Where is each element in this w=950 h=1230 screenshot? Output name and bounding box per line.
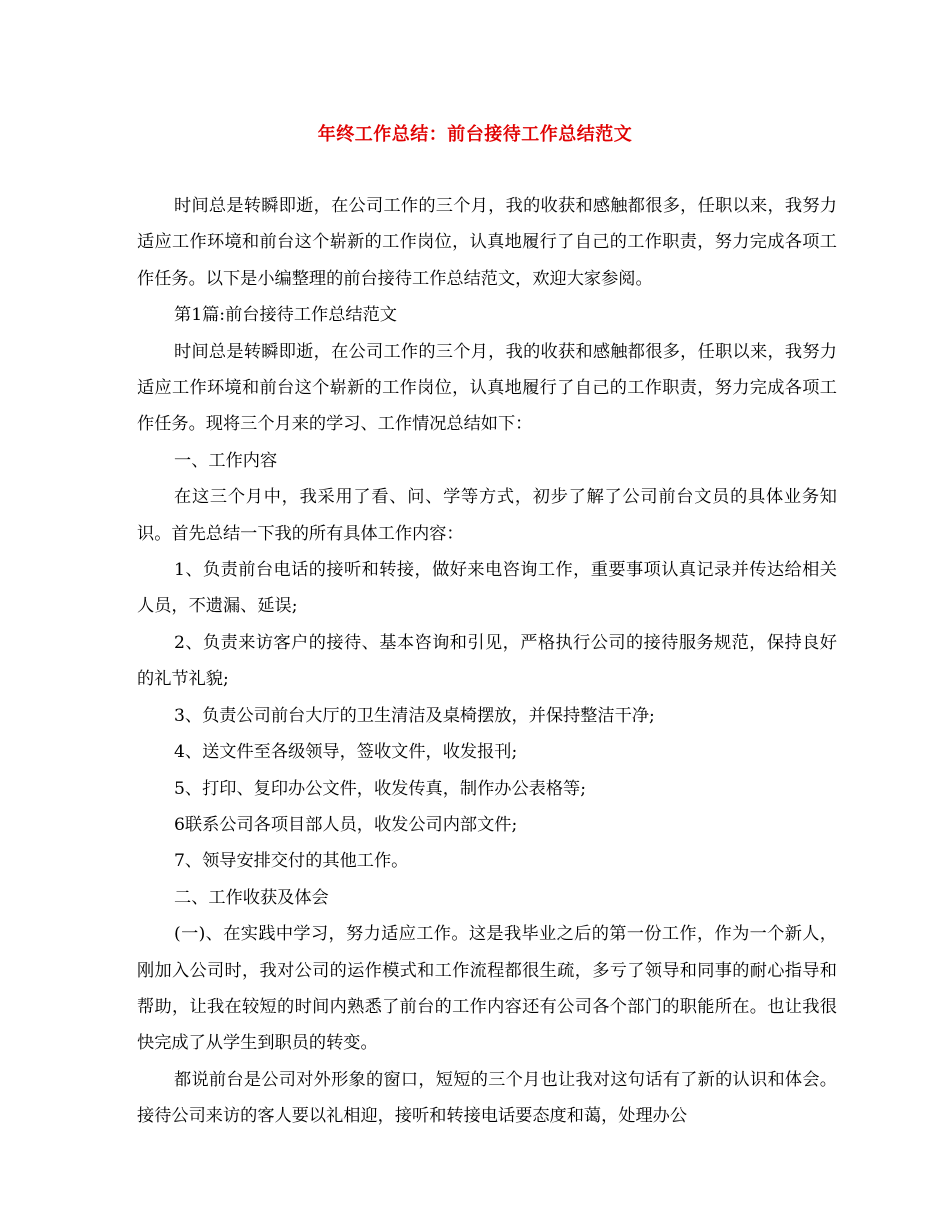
paragraph-gains-1: (一)、在实践中学习，努力适应工作。这是我毕业之后的第一份工作，作为一个新人，刚加入公司时，我对公司的运作模式和工作流程都很生疏，多亏了领导和同事的耐心指导和帮助，让我在较短的时间内熟悉了前台的工作内容还有公司各个部门的职能所在。也让我很快完成了从学生到职员的转变。	[137, 924, 837, 1054]
list-item-4: 4、送文件至各级领导，签收文件，收发报刊;	[174, 742, 518, 763]
paragraph-article-intro: 时间总是转瞬即逝，在公司工作的三个月，我的收获和感触都很多，任职以来，我努力适应工作环境和前台这个崭新的工作岗位，认真地履行了自己的工作职责，努力完成各项工作任务。现将三个月来的学习、工作情况总结如下：	[137, 341, 837, 435]
section-heading-gains: 二、工作收获及体会	[174, 887, 329, 908]
paragraph-gains-2: 都说前台是公司对外形象的窗口，短短的三个月也让我对这句话有了新的认识和体会。接待公司来访的客人要以礼相迎，接听和转接电话要态度和蔼，处理办公	[137, 1069, 837, 1127]
section-heading-work-content: 一、工作内容	[174, 450, 278, 471]
paragraph-intro: 时间总是转瞬即逝，在公司工作的三个月，我的收获和感触都很多，任职以来，我努力适应工作环境和前台这个崭新的工作岗位，认真地履行了自己的工作职责，努力完成各项工作任务。以下是小编整理的前台接待工作总结范文，欢迎大家参阅。	[137, 196, 837, 289]
list-item-3: 3、负责公司前台大厅的卫生清洁及桌椅摆放，并保持整洁干净;	[174, 705, 655, 726]
paragraph-article-heading: 第1篇:前台接待工作总结范文	[174, 305, 397, 326]
list-item-6: 6联系公司各项目部人员，收发公司内部文件;	[174, 814, 518, 835]
list-item-7: 7、领导安排交付的其他工作。	[174, 851, 409, 872]
list-item-5: 5、打印、复印办公文件，收发传真，制作办公表格等;	[174, 778, 587, 799]
list-item-2: 2、负责来访客户的接待、基本咨询和引见，严格执行公司的接待服务规范，保持良好的礼节礼貌;	[137, 632, 837, 690]
document-title: 年终工作总结：前台接待工作总结范文	[317, 124, 633, 145]
paragraph-work-content-intro: 在这三个月中，我采用了看、问、学等方式，初步了解了公司前台文员的具体业务知识。首先总结一下我的所有具体工作内容：	[137, 487, 837, 544]
document-body	[137, 188, 837, 1135]
list-item-1: 1、负责前台电话的接听和转接，做好来电咨询工作，重要事项认真记录并传达给相关人员，不遗漏、延误;	[137, 560, 837, 617]
